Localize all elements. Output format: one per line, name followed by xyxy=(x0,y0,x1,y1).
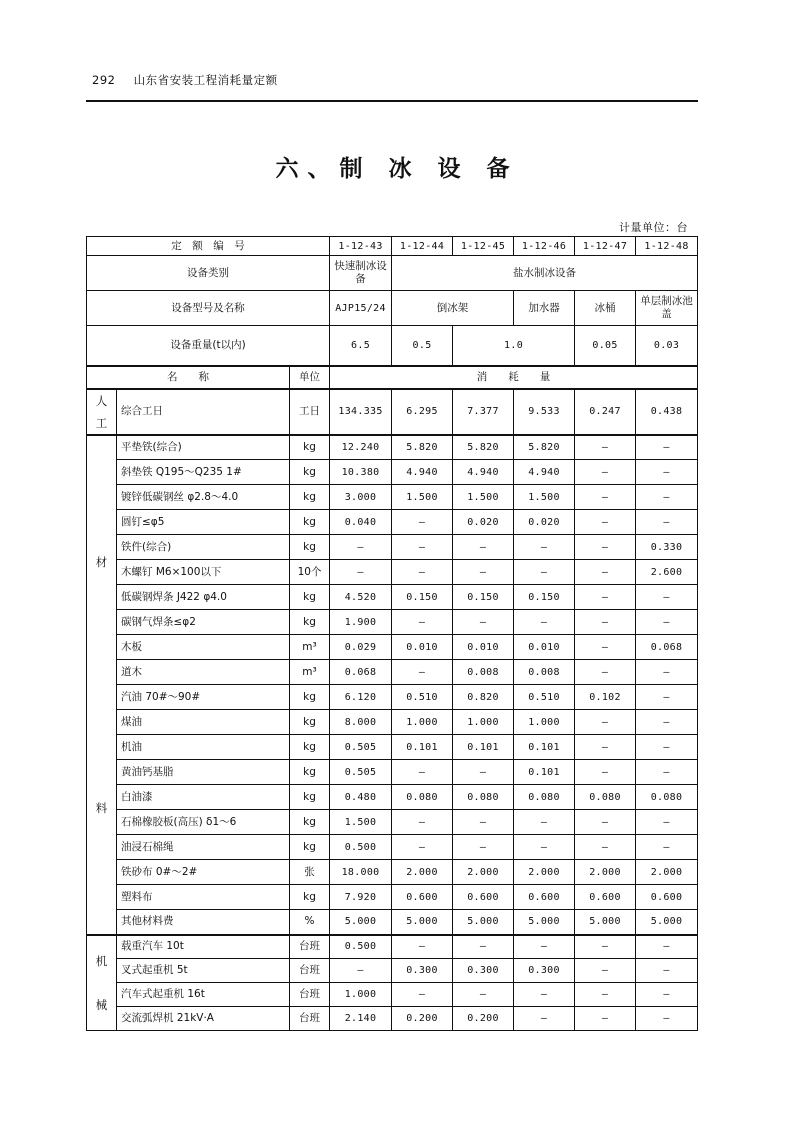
value-cell: — xyxy=(330,959,392,983)
item-name: 机油 xyxy=(117,735,290,760)
value-cell: — xyxy=(575,810,636,835)
quota-table xyxy=(86,236,698,1031)
value-cell: — xyxy=(392,560,453,585)
group-label xyxy=(87,435,117,935)
item-unit: kg xyxy=(290,585,330,610)
table-row xyxy=(87,660,698,685)
value-cell: 0.010 xyxy=(514,635,575,660)
value-cell: 1.000 xyxy=(514,710,575,735)
group-label xyxy=(87,935,117,1031)
value-cell: 1.000 xyxy=(330,983,392,1007)
value-cell: 18.000 xyxy=(330,860,392,885)
group-char: 材 xyxy=(95,554,108,569)
value-cell: — xyxy=(453,560,514,585)
value-cell: 0.101 xyxy=(514,760,575,785)
value-cell: 0.600 xyxy=(392,885,453,910)
value-cell: — xyxy=(636,710,698,735)
value-cell: 0.505 xyxy=(330,735,392,760)
unit-col-header: 单位 xyxy=(290,366,330,389)
value-cell: — xyxy=(636,460,698,485)
value-cell: — xyxy=(392,660,453,685)
value-cell: 0.010 xyxy=(392,635,453,660)
weight-cell: 6.5 xyxy=(330,326,392,366)
value-cell: 2.000 xyxy=(514,860,575,885)
value-cell: — xyxy=(636,685,698,710)
value-cell: — xyxy=(575,735,636,760)
group-char: 料 xyxy=(95,800,108,815)
section-title: 六、制 冰 设 备 xyxy=(275,156,519,182)
consumption-col-header: 消 耗 量 xyxy=(330,366,698,389)
value-cell: 0.080 xyxy=(514,785,575,810)
value-cell: — xyxy=(575,635,636,660)
value-cell: 0.200 xyxy=(453,1007,514,1031)
value-cell: 1.000 xyxy=(453,710,514,735)
value-cell: 0.080 xyxy=(392,785,453,810)
value-cell: — xyxy=(636,510,698,535)
code-row xyxy=(87,237,698,256)
value-cell: 0.101 xyxy=(453,735,514,760)
value-cell: 12.240 xyxy=(330,435,392,460)
weight-cell: 1.0 xyxy=(453,326,575,366)
value-cell: 4.520 xyxy=(330,585,392,610)
value-cell: 0.330 xyxy=(636,535,698,560)
value-cell: — xyxy=(453,810,514,835)
item-unit: kg xyxy=(290,510,330,535)
item-unit: % xyxy=(290,910,330,935)
table-row xyxy=(87,735,698,760)
item-name: 载重汽车 10t xyxy=(117,935,290,959)
value-cell: — xyxy=(636,435,698,460)
table-row xyxy=(87,535,698,560)
category-row xyxy=(87,256,698,291)
item-name: 圆钉≤φ5 xyxy=(117,510,290,535)
value-cell: 0.510 xyxy=(392,685,453,710)
item-name: 交流弧焊机 21kV·A xyxy=(117,1007,290,1031)
group-char: 工 xyxy=(95,415,108,430)
item-unit: kg xyxy=(290,485,330,510)
category-brine: 盐水制冰设备 xyxy=(392,256,698,291)
value-cell: — xyxy=(330,535,392,560)
item-name: 塑料布 xyxy=(117,885,290,910)
item-name: 斜垫铁 Q195～Q235 1# xyxy=(117,460,290,485)
value-cell: 0.247 xyxy=(575,389,636,435)
value-cell: 0.300 xyxy=(514,959,575,983)
item-unit: kg xyxy=(290,685,330,710)
value-cell: — xyxy=(575,610,636,635)
value-cell: 5.000 xyxy=(514,910,575,935)
value-cell: — xyxy=(575,710,636,735)
group-char: 械 xyxy=(95,997,108,1012)
value-cell: — xyxy=(575,935,636,959)
value-cell: — xyxy=(575,435,636,460)
value-cell: 1.500 xyxy=(453,485,514,510)
item-unit: m³ xyxy=(290,660,330,685)
item-unit: kg xyxy=(290,760,330,785)
value-cell: 2.600 xyxy=(636,560,698,585)
value-cell: 5.000 xyxy=(330,910,392,935)
model-cell: AJP15/24 xyxy=(330,291,392,326)
value-cell: 7.377 xyxy=(453,389,514,435)
value-cell: — xyxy=(575,983,636,1007)
code-cell: 1-12-47 xyxy=(575,237,636,256)
value-cell: 0.102 xyxy=(575,685,636,710)
value-cell: 0.438 xyxy=(636,389,698,435)
value-cell: 0.101 xyxy=(514,735,575,760)
value-cell: 0.200 xyxy=(392,1007,453,1031)
item-unit: 10个 xyxy=(290,560,330,585)
code-cell: 1-12-45 xyxy=(453,237,514,256)
value-cell: 3.000 xyxy=(330,485,392,510)
item-unit: 台班 xyxy=(290,959,330,983)
table-row xyxy=(87,510,698,535)
table-row xyxy=(87,585,698,610)
item-name: 木螺钉 M6×100以下 xyxy=(117,560,290,585)
value-cell: — xyxy=(514,535,575,560)
value-cell: 0.300 xyxy=(453,959,514,983)
value-cell: 0.080 xyxy=(575,785,636,810)
value-cell: 0.068 xyxy=(636,635,698,660)
table-row xyxy=(87,710,698,735)
item-name: 叉式起重机 5t xyxy=(117,959,290,983)
value-cell: — xyxy=(636,485,698,510)
value-cell: — xyxy=(453,983,514,1007)
value-cell: 2.000 xyxy=(636,860,698,885)
category-label: 设备类别 xyxy=(87,256,330,291)
code-cell: 1-12-48 xyxy=(636,237,698,256)
item-name: 黄油钙基脂 xyxy=(117,760,290,785)
value-cell: 5.820 xyxy=(392,435,453,460)
header-rule xyxy=(86,100,698,102)
value-cell: — xyxy=(514,560,575,585)
group-label xyxy=(87,389,117,435)
item-name: 铁砂布 0#～2# xyxy=(117,860,290,885)
table-row xyxy=(87,983,698,1007)
value-cell: — xyxy=(514,1007,575,1031)
value-cell: 0.600 xyxy=(636,885,698,910)
value-cell: — xyxy=(636,660,698,685)
value-cell: 2.140 xyxy=(330,1007,392,1031)
value-cell: 5.000 xyxy=(453,910,514,935)
value-cell: 0.008 xyxy=(514,660,575,685)
item-name: 汽车式起重机 16t xyxy=(117,983,290,1007)
value-cell: 4.940 xyxy=(392,460,453,485)
weight-cell: 0.03 xyxy=(636,326,698,366)
value-cell: 0.505 xyxy=(330,760,392,785)
table-row xyxy=(87,485,698,510)
name-col-header: 名 称 xyxy=(87,366,290,389)
group-char: 人 xyxy=(95,393,108,408)
item-unit: kg xyxy=(290,785,330,810)
value-cell: 4.940 xyxy=(453,460,514,485)
value-cell: — xyxy=(453,535,514,560)
table-row xyxy=(87,610,698,635)
item-name: 综合工日 xyxy=(117,389,290,435)
value-cell: 5.000 xyxy=(636,910,698,935)
item-unit: 工日 xyxy=(290,389,330,435)
value-cell: — xyxy=(514,835,575,860)
table-row xyxy=(87,810,698,835)
item-unit: kg xyxy=(290,460,330,485)
code-cell: 1-12-46 xyxy=(514,237,575,256)
value-cell: 134.335 xyxy=(330,389,392,435)
item-name: 平垫铁(综合) xyxy=(117,435,290,460)
value-cell: 0.150 xyxy=(514,585,575,610)
table-row xyxy=(87,1007,698,1031)
value-cell: — xyxy=(392,610,453,635)
item-unit: kg xyxy=(290,610,330,635)
value-cell: 0.068 xyxy=(330,660,392,685)
item-name: 低碳钢焊条 J422 φ4.0 xyxy=(117,585,290,610)
item-name: 其他材料费 xyxy=(117,910,290,935)
value-cell: 0.008 xyxy=(453,660,514,685)
item-unit: kg xyxy=(290,835,330,860)
value-cell: 0.150 xyxy=(392,585,453,610)
value-cell: 5.820 xyxy=(514,435,575,460)
value-cell: 1.500 xyxy=(514,485,575,510)
code-cell: 1-12-43 xyxy=(330,237,392,256)
value-cell: — xyxy=(453,835,514,860)
value-cell: 0.020 xyxy=(514,510,575,535)
item-name: 道木 xyxy=(117,660,290,685)
value-cell: — xyxy=(453,610,514,635)
value-cell: 2.000 xyxy=(392,860,453,885)
value-cell: — xyxy=(392,983,453,1007)
weight-cell: 0.05 xyxy=(575,326,636,366)
value-cell: — xyxy=(575,485,636,510)
value-cell: 0.820 xyxy=(453,685,514,710)
table-row xyxy=(87,685,698,710)
value-cell: — xyxy=(392,835,453,860)
value-cell: 0.010 xyxy=(453,635,514,660)
value-cell: — xyxy=(575,585,636,610)
table-row xyxy=(87,389,698,435)
value-cell: — xyxy=(636,610,698,635)
value-cell: — xyxy=(514,810,575,835)
value-cell: 4.940 xyxy=(514,460,575,485)
value-cell: 5.000 xyxy=(575,910,636,935)
value-cell: — xyxy=(636,810,698,835)
item-name: 白油漆 xyxy=(117,785,290,810)
table-row xyxy=(87,959,698,983)
value-cell: 1.500 xyxy=(392,485,453,510)
model-row xyxy=(87,291,698,326)
table-row xyxy=(87,760,698,785)
value-cell: 6.295 xyxy=(392,389,453,435)
value-cell: 0.600 xyxy=(575,885,636,910)
value-cell: — xyxy=(636,959,698,983)
value-cell: — xyxy=(330,560,392,585)
item-name: 碳钢气焊条≤φ2 xyxy=(117,610,290,635)
table-row xyxy=(87,835,698,860)
value-cell: 0.480 xyxy=(330,785,392,810)
model-cell: 倒冰架 xyxy=(392,291,514,326)
value-cell: — xyxy=(636,935,698,959)
value-cell: — xyxy=(575,535,636,560)
value-cell: 0.500 xyxy=(330,835,392,860)
item-unit: 台班 xyxy=(290,983,330,1007)
value-cell: — xyxy=(636,760,698,785)
value-cell: — xyxy=(453,760,514,785)
value-cell: 0.020 xyxy=(453,510,514,535)
item-name: 油浸石棉绳 xyxy=(117,835,290,860)
item-unit: 台班 xyxy=(290,1007,330,1031)
item-unit: kg xyxy=(290,735,330,760)
table-row xyxy=(87,935,698,959)
value-cell: — xyxy=(575,560,636,585)
value-cell: — xyxy=(636,735,698,760)
value-cell: 1.000 xyxy=(392,710,453,735)
item-name: 木板 xyxy=(117,635,290,660)
table-row xyxy=(87,435,698,460)
value-cell: 0.510 xyxy=(514,685,575,710)
table-row xyxy=(87,560,698,585)
value-cell: 0.080 xyxy=(636,785,698,810)
code-cell: 1-12-44 xyxy=(392,237,453,256)
page-number: 292 xyxy=(92,73,116,87)
table-body xyxy=(87,237,698,1031)
unit-note: 计量单位：台 xyxy=(619,221,688,234)
value-cell: 0.600 xyxy=(514,885,575,910)
item-name: 石棉橡胶板(高压) δ1～6 xyxy=(117,810,290,835)
value-cell: 5.000 xyxy=(392,910,453,935)
value-cell: 10.380 xyxy=(330,460,392,485)
value-cell: 9.533 xyxy=(514,389,575,435)
table-row xyxy=(87,460,698,485)
value-cell: 8.000 xyxy=(330,710,392,735)
item-unit: kg xyxy=(290,435,330,460)
value-cell: 2.000 xyxy=(575,860,636,885)
item-name: 煤油 xyxy=(117,710,290,735)
group-char: 机 xyxy=(95,953,108,968)
table-row xyxy=(87,635,698,660)
value-cell: — xyxy=(392,760,453,785)
value-cell: — xyxy=(514,610,575,635)
value-cell: 2.000 xyxy=(453,860,514,885)
value-cell: 0.029 xyxy=(330,635,392,660)
value-cell: 0.080 xyxy=(453,785,514,810)
value-cell: — xyxy=(575,959,636,983)
item-name: 镀锌低碳钢丝 φ2.8～4.0 xyxy=(117,485,290,510)
value-cell: — xyxy=(636,983,698,1007)
value-cell: 7.920 xyxy=(330,885,392,910)
item-unit: kg xyxy=(290,810,330,835)
value-cell: — xyxy=(392,510,453,535)
value-cell: 5.820 xyxy=(453,435,514,460)
item-name: 汽油 70#～90# xyxy=(117,685,290,710)
weight-label: 设备重量(t以内) xyxy=(87,326,330,366)
code-label: 定 额 编 号 xyxy=(87,237,330,256)
value-cell: 0.300 xyxy=(392,959,453,983)
value-cell: 0.500 xyxy=(330,935,392,959)
model-label: 设备型号及名称 xyxy=(87,291,330,326)
value-cell: — xyxy=(575,1007,636,1031)
value-cell: 1.500 xyxy=(330,810,392,835)
value-cell: — xyxy=(514,935,575,959)
table-row xyxy=(87,860,698,885)
book-title: 山东省安装工程消耗量定额 xyxy=(133,73,278,87)
model-cell: 冰桶 xyxy=(575,291,636,326)
table-row xyxy=(87,785,698,810)
value-cell: — xyxy=(575,760,636,785)
value-cell: — xyxy=(636,1007,698,1031)
running-header xyxy=(92,72,278,88)
item-name: 铁件(综合) xyxy=(117,535,290,560)
category-fast: 快速制冰设备 xyxy=(330,256,392,291)
item-unit: kg xyxy=(290,535,330,560)
value-cell: — xyxy=(575,510,636,535)
value-cell: — xyxy=(575,835,636,860)
value-cell: — xyxy=(636,585,698,610)
weight-row xyxy=(87,326,698,366)
value-cell: — xyxy=(514,983,575,1007)
model-cell: 单层制冰池盖 xyxy=(636,291,698,326)
value-cell: — xyxy=(575,660,636,685)
value-cell: 0.600 xyxy=(453,885,514,910)
weight-cell: 0.5 xyxy=(392,326,453,366)
value-cell: 6.120 xyxy=(330,685,392,710)
value-cell: 0.040 xyxy=(330,510,392,535)
value-cell: — xyxy=(575,460,636,485)
item-unit: kg xyxy=(290,710,330,735)
value-cell: 1.900 xyxy=(330,610,392,635)
item-unit: m³ xyxy=(290,635,330,660)
item-unit: kg xyxy=(290,885,330,910)
value-cell: — xyxy=(392,935,453,959)
column-header-row xyxy=(87,366,698,389)
item-unit: 台班 xyxy=(290,935,330,959)
model-cell: 加水器 xyxy=(514,291,575,326)
value-cell: — xyxy=(392,535,453,560)
table-row xyxy=(87,910,698,935)
value-cell: — xyxy=(636,835,698,860)
table-row xyxy=(87,885,698,910)
value-cell: — xyxy=(392,810,453,835)
value-cell: — xyxy=(453,935,514,959)
item-unit: 张 xyxy=(290,860,330,885)
value-cell: 0.150 xyxy=(453,585,514,610)
value-cell: 0.101 xyxy=(392,735,453,760)
